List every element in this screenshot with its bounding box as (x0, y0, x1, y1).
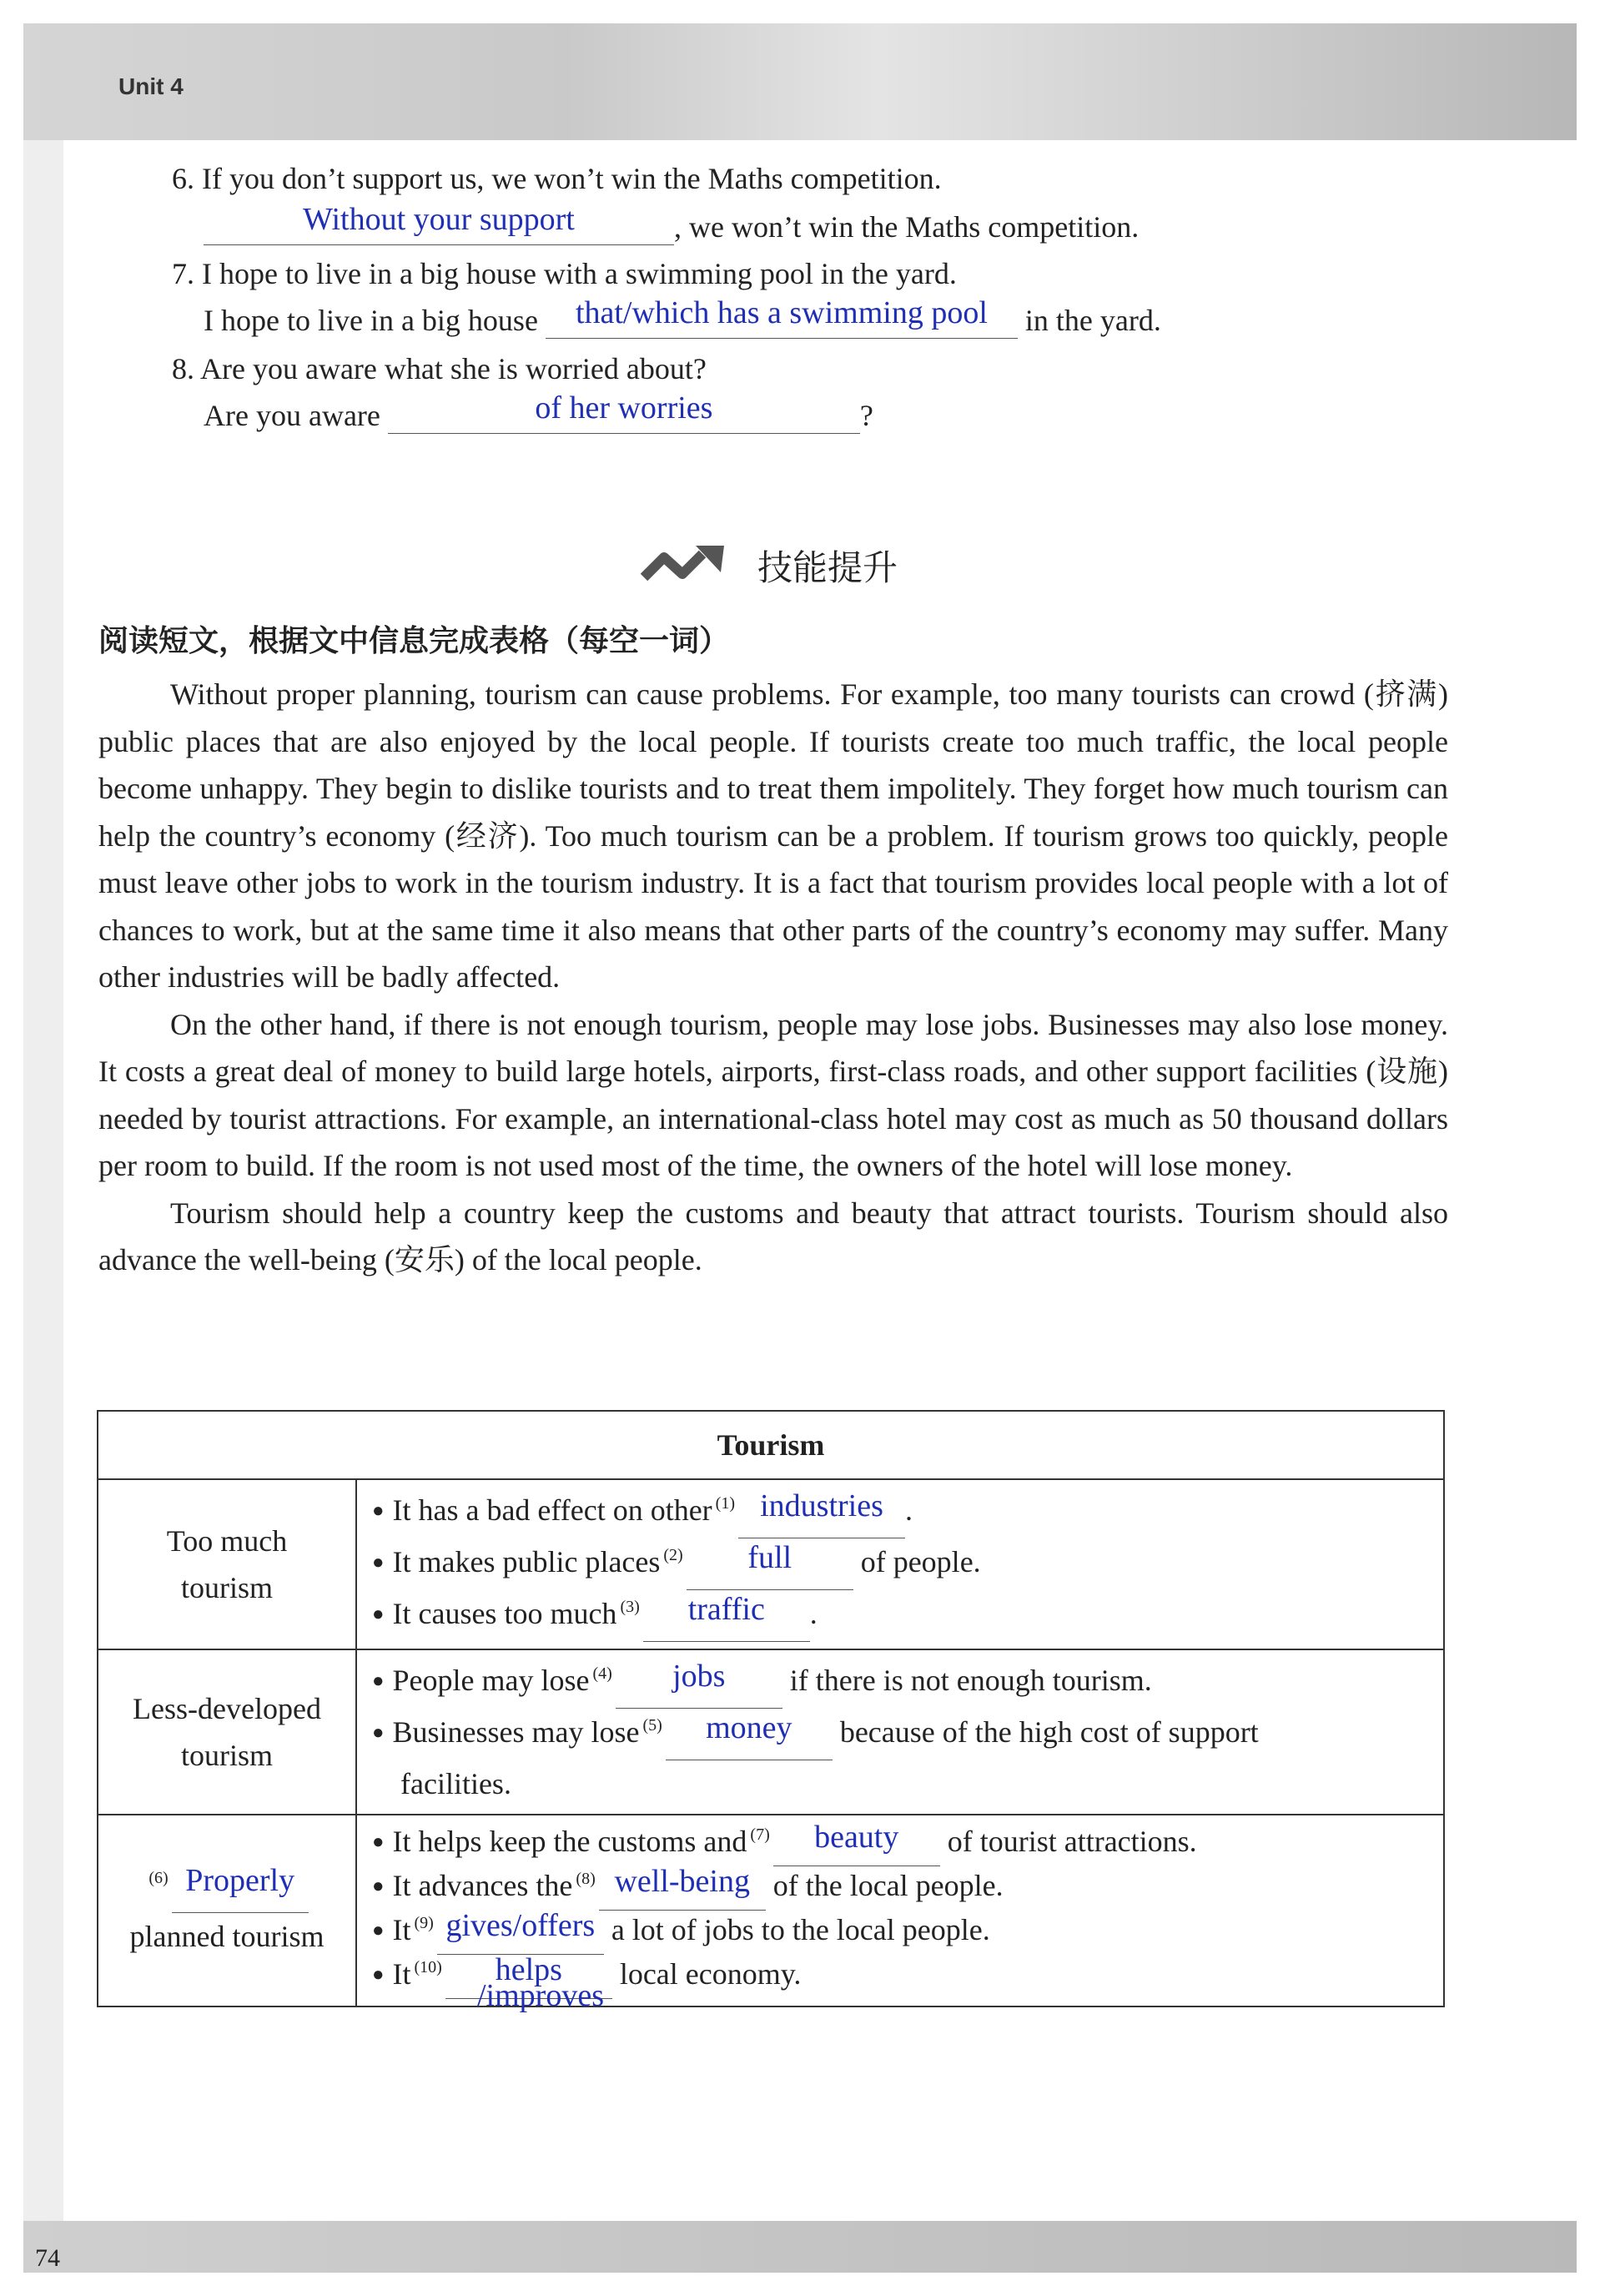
list-item: ● It $^{(9)}$ gives/offers a lot of jobs to the local people. (372, 1911, 1443, 1955)
exercise-8-rewrite: Are you aware of her worries ? (204, 390, 873, 432)
task-instruction: 阅读短文，根据文中信息完成表格（每空一词） (98, 624, 730, 658)
section-title: 技能提升 (757, 547, 898, 588)
items-cell (356, 1649, 1444, 1815)
reading-passage (98, 671, 1448, 1284)
answer-blank[interactable]: beauty (773, 1829, 940, 1866)
answer-blank[interactable]: jobs (616, 1671, 782, 1709)
table-row (98, 1649, 1444, 1815)
answer-blank[interactable]: traffic (643, 1604, 810, 1642)
answer-blank[interactable]: that/which has a swimming pool (546, 305, 1018, 339)
exercise-8-original: 8. Are you aware what she is worried about? (172, 352, 707, 385)
category-cell: Less-developed tourism (98, 1649, 356, 1815)
list-item-continued: facilities. (400, 1767, 511, 1800)
table-title: Tourism (98, 1411, 1444, 1479)
answer-blank[interactable]: Without your support (204, 211, 674, 245)
answer-blank[interactable]: gives/offers (437, 1917, 604, 1955)
paragraph: Without proper planning, tourism can cause problems. For example, too many tourists can crowd (挤满) public places that are also enjoyed by the local people. If tourists create too much traffic, the local people become unhappy. They begin to dislike tourists and to treat them impolitely. They forget how much tourism can help the country’s economy (经济). Too much tourism can be a problem. If tourism grows too quickly, people must leave other jobs to work in the tourism industry. It is a fact that tourism provides local people with a lot of chances to work, but at the same time it also means that other parts of the country’s economy may suffer. Many other industries will be badly affected. (98, 677, 1448, 994)
table-row (98, 1479, 1444, 1649)
list-item: ● It has a bad effect on other $^{(1)}$ industries . (372, 1487, 1443, 1538)
exercise-7-original: 7. I hope to live in a big house with a swimming pool in the yard. (172, 257, 957, 290)
exercise-7-rewrite: I hope to live in a big house that/which has a swimming pool in the yard. (204, 295, 1161, 337)
list-item: ● It causes too much $^{(3)}$ traffic . (372, 1590, 1443, 1642)
list-item: ● People may lose $^{(4)}$ jobs if there is not enough tourism. (372, 1657, 1443, 1709)
footer-band (23, 2221, 1577, 2273)
answer-blank[interactable]: money (666, 1723, 833, 1760)
page-margin (23, 140, 63, 2259)
trend-up-icon (641, 542, 734, 589)
tourism-table (97, 1410, 1445, 2007)
answer-blank[interactable]: Properly (172, 1876, 309, 1913)
paragraph: On the other hand, if there is not enough tourism, people may lose jobs. Businesses may also lose money. It costs a great deal of money to build large hotels, airports, first-class roads, and other support facilities (设施) needed by tourist attractions. For example, an international-class hotel may cost as much as 50 thousand dollars per room to build. If the room is not used most of the time, the owners of the hotel will lose money. (98, 1007, 1448, 1182)
list-item: ● It helps keep the customs and $^{(7)}$ beauty of tourist attractions. (372, 1822, 1443, 1866)
exercise-6-original: 6. If you don’t support us, we won’t win the Maths competition. (172, 162, 942, 195)
list-item: ● It advances the $^{(8)}$ well-being of the local people. (372, 1866, 1443, 1911)
items-cell (356, 1479, 1444, 1649)
answer-blank[interactable]: well-being (599, 1873, 766, 1911)
answer-blank[interactable]: helps (445, 1961, 612, 1999)
list-item: ● It $^{(10)}$ helps local economy. (372, 1955, 1443, 1999)
category-cell: $^{(6)}$ Properly planned tourism (98, 1815, 356, 2006)
answer-blank[interactable]: of her worries (388, 400, 860, 434)
header-band (23, 23, 1577, 140)
category-cell: Too much tourism (98, 1479, 356, 1649)
unit-label: Unit 4 (118, 73, 184, 99)
list-item: ● It makes public places $^{(2)}$ full of people. (372, 1538, 1443, 1590)
answer-blank[interactable]: industries (738, 1501, 905, 1538)
list-item: ● Businesses may lose $^{(5)}$ money because of the high cost of support (372, 1709, 1443, 1760)
answer-blank[interactable]: full (687, 1553, 853, 1590)
table-row (98, 1815, 1444, 2006)
page-number: 74 (35, 2244, 60, 2272)
alternative-answer: /improves (477, 1978, 604, 2013)
paragraph: Tourism should help a country keep the customs and beauty that attract tourists. Tourism should also advance the well-being (安乐) of the local people. (98, 1196, 1448, 1276)
exercise-6-rewrite: Without your support , we won’t win the Maths competition. (204, 209, 1139, 245)
